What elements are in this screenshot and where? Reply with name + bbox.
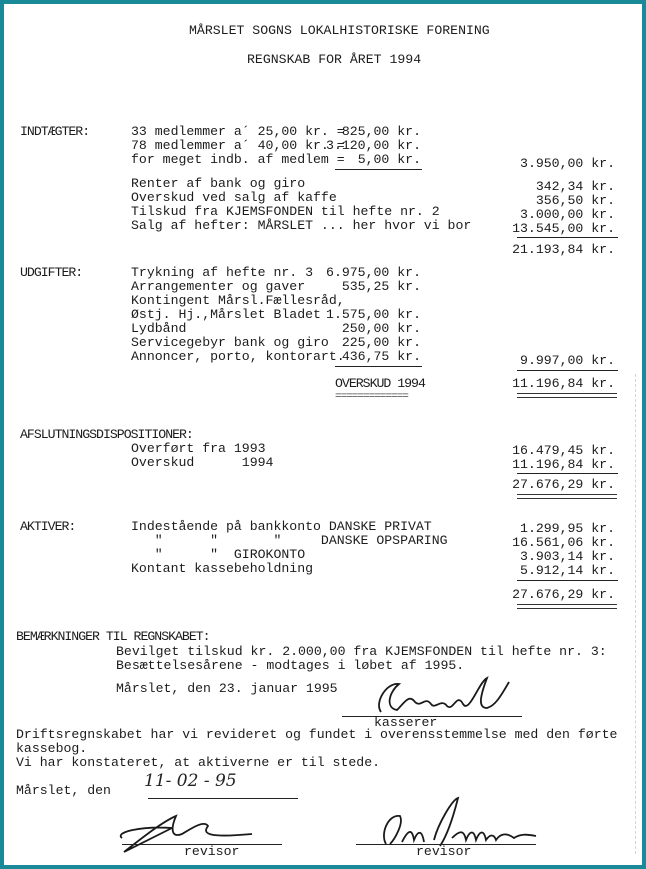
- expense-item-amount: 6.975,00 kr.: [326, 265, 421, 280]
- expenses-total: 9.997,00 kr.: [520, 353, 615, 368]
- double-underline: [517, 393, 617, 398]
- assets-section-label: AKTIVER:: [20, 519, 76, 534]
- expense-item-amount: 535,25 kr.: [341, 279, 421, 294]
- audit-place-label: Mårslet, den: [16, 783, 111, 798]
- income-member-line: for meget indb. af medlem =: [131, 152, 345, 167]
- income-member-line: 78 medlemmer a´ 40,00 kr. =: [131, 138, 345, 153]
- income-total: 21.193,84 kr.: [512, 242, 615, 257]
- surplus-amount: 11.196,84 kr.: [512, 376, 615, 391]
- income-item-amount: 3.000,00 kr.: [520, 207, 615, 222]
- expense-item-label: Arrangementer og gaver: [131, 279, 306, 294]
- double-underline: [517, 494, 617, 499]
- closing-item-label: Overskud 1994: [131, 455, 274, 470]
- underline: [517, 473, 618, 474]
- audit-statement-line: Driftsregnskabet har vi revideret og fundet i overensstemmelse med den førte: [16, 727, 618, 742]
- underline: [335, 169, 422, 170]
- underline: [517, 580, 618, 581]
- income-member-line: 33 medlemmer a´ 25,00 kr. =: [131, 124, 345, 139]
- expense-item-label: Østj. Hj.,Mårslet Bladet: [131, 307, 321, 322]
- audit-date-line: [148, 798, 298, 799]
- audit-statement-line: kassebog.: [16, 741, 88, 756]
- closing-item-label: Overført fra 1993: [131, 441, 266, 456]
- income-member-amount: 3.120,00 kr.: [326, 138, 421, 153]
- income-item-amount: 13.545,00 kr.: [512, 221, 615, 236]
- expense-item-amount: 225,00 kr.: [341, 335, 421, 350]
- expense-item-label: Lydbånd: [131, 321, 187, 336]
- surplus-label: OVERSKUD 1994: [335, 376, 425, 391]
- expense-item-label: Trykning af hefte nr. 3: [131, 265, 314, 280]
- asset-item-label: " " " DANSKE OPSPARING: [131, 533, 448, 548]
- expense-item-amount: 436,75 kr.: [341, 349, 421, 364]
- asset-item-label: Kontant kassebeholdning: [131, 561, 314, 576]
- income-item-label: Renter af bank og giro: [131, 176, 306, 191]
- closing-section-label: AFSLUTNINGSDISPOSITIONER:: [20, 427, 193, 442]
- income-item-label: Overskud ved salg af kaffe: [131, 190, 337, 205]
- expenses-section-label: UDGIFTER:: [20, 265, 83, 280]
- remarks-line: Bevilget tilskud kr. 2.000,00 fra KJEMSFONDEN til hefte nr. 3:: [116, 644, 607, 659]
- closing-item-amount: 11.196,84 kr.: [512, 457, 615, 472]
- assets-total: 27.676,29 kr.: [512, 587, 615, 602]
- document-title: REGNSKAB FOR ÅRET 1994: [247, 52, 422, 67]
- auditor2-role-label: revisor: [416, 844, 472, 859]
- closing-total: 27.676,29 kr.: [512, 477, 615, 492]
- expense-item-amount: 1.575,00 kr.: [326, 307, 421, 322]
- expense-item-amount: 250,00 kr.: [341, 321, 421, 336]
- document-page: [4, 4, 642, 865]
- asset-item-label: Indestående på bankkonto DANSKE PRIVAT: [131, 519, 432, 534]
- remarks-section-label: BEMÆRKNINGER TIL REGNSKABET:: [16, 629, 210, 644]
- asset-item-amount: 1.299,95 kr.: [520, 521, 615, 536]
- surplus-label-rule: =============: [335, 391, 408, 403]
- asset-item-label: " " GIROKONTO: [131, 547, 306, 562]
- income-member-amount: 825,00 kr.: [341, 124, 421, 139]
- cashier-role-label: kasserer: [374, 715, 438, 730]
- expense-item-label: Kontingent Mårsl.Fællesråd,: [131, 293, 345, 308]
- auditor1-role-label: revisor: [184, 844, 240, 859]
- audit-statement-line: Vi har konstateret, at aktiverne er til stede.: [16, 755, 381, 770]
- underline: [517, 370, 618, 371]
- remarks-place-date: Mårslet, den 23. januar 1995: [116, 681, 338, 696]
- income-item-amount: 342,34 kr.: [535, 179, 615, 194]
- double-underline: [517, 604, 617, 609]
- asset-item-amount: 5.912,14 kr.: [520, 563, 615, 578]
- remarks-line: Besættelsesårene - modtages i løbet af 1995.: [116, 658, 465, 673]
- scan-edge-artifact: [635, 374, 636, 854]
- income-item-label: Salg af hefter: MÅRSLET ... her hvor vi bor: [131, 218, 472, 233]
- income-item-amount: 356,50 kr.: [535, 193, 615, 208]
- income-member-amount: 5,00 kr.: [357, 152, 421, 167]
- expense-item-label: Annoncer, porto, kontorart.: [131, 349, 345, 364]
- income-item-label: Tilskud fra KJEMSFONDEN til hefte nr. 2: [131, 204, 440, 219]
- asset-item-amount: 3.903,14 kr.: [520, 549, 615, 564]
- underline: [335, 366, 422, 367]
- expense-item-label: Servicegebyr bank og giro: [131, 335, 329, 350]
- income-members-total: 3.950,00 kr.: [520, 156, 615, 171]
- income-section-label: INDTÆGTER:: [20, 124, 90, 139]
- underline: [517, 237, 618, 238]
- asset-item-amount: 16.561,06 kr.: [512, 535, 615, 550]
- organization-name: MÅRSLET SOGNS LOKALHISTORISKE FORENING: [189, 23, 490, 38]
- closing-item-amount: 16.479,45 kr.: [512, 443, 615, 458]
- handwritten-audit-date: 11- 02 - 95: [144, 771, 237, 791]
